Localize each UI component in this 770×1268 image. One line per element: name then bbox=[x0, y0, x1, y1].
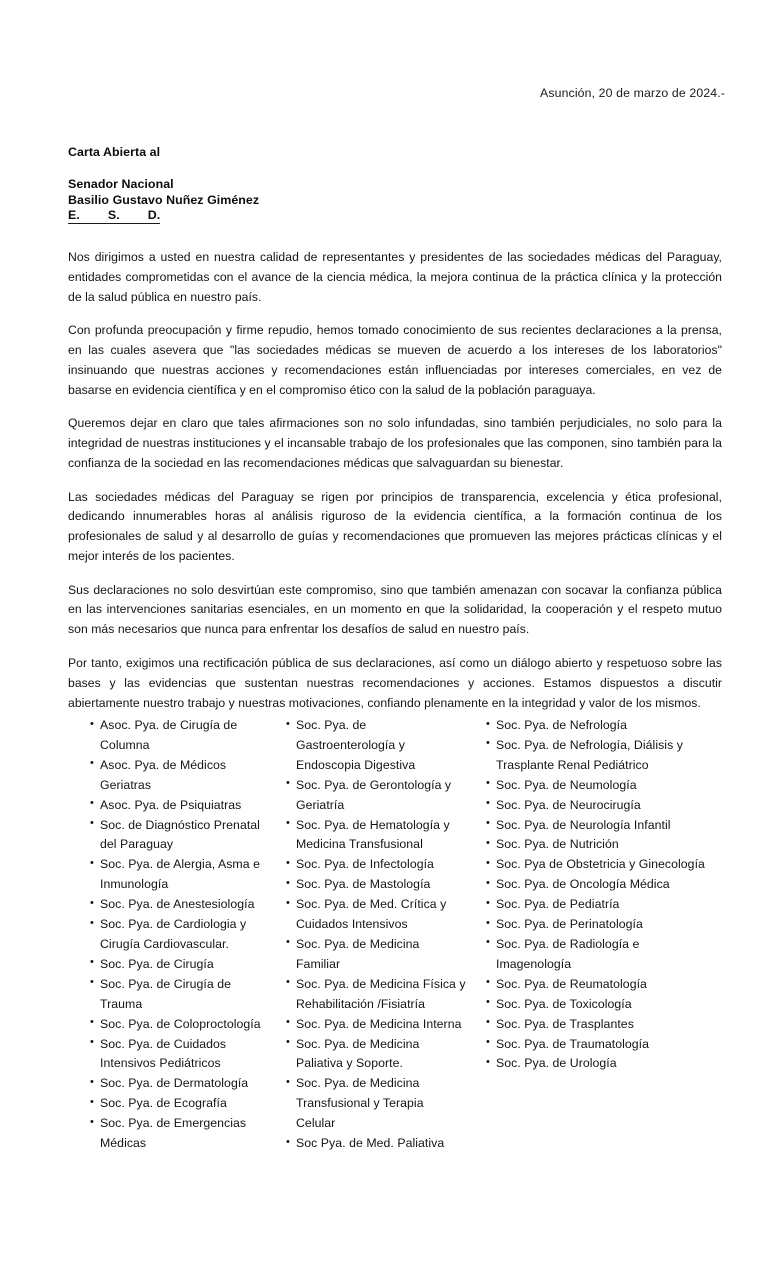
list-item: • Soc. Pya. de Reumatología bbox=[486, 975, 712, 995]
list-item: • Soc. Pya. de Traumatología bbox=[486, 1035, 712, 1055]
societies-list-column-1 bbox=[90, 716, 266, 1154]
societies-column-1 bbox=[68, 716, 266, 1154]
list-item: • Soc. Pya. de Urología bbox=[486, 1054, 712, 1074]
list-item: • Soc. Pya. de Pediatría bbox=[486, 895, 712, 915]
list-item: • Soc. Pya. de Infectología bbox=[286, 855, 466, 875]
body-paragraph: Nos dirigimos a usted en nuestra calidad de representantes y presidentes de las sociedades médicas del Paraguay, entidades comprometidas con el avance de la ciencia médica, la mejora continua de la práctica clínica y la protección de la salud pública en nuestro país. bbox=[68, 250, 722, 304]
list-item: • Soc. Pya. de Neurocirugía bbox=[486, 796, 712, 816]
list-item: • Soc. Pya. de Dermatología bbox=[90, 1074, 266, 1094]
list-item: • Soc. Pya. de Medicina Interna bbox=[286, 1015, 466, 1035]
letter-body bbox=[68, 248, 722, 713]
body-paragraph: Sus declaraciones no solo desvirtúan este compromiso, sino que también amenazan con socavar la confianza pública en las intervenciones sanitarias esenciales, en un momento en que la solidaridad, la cooperación y el respeto mutuo son más necesarios que nunca para enfrentar los desafíos de salud en nuestro país. bbox=[68, 582, 722, 637]
list-item: • Soc. Pya. de Medicina Física y Rehabilitación /Fisiatría bbox=[286, 975, 466, 1015]
list-item: • Soc. Pya. de Toxicología bbox=[486, 995, 712, 1015]
list-item: • Soc. Pya. de Radiología e Imagenología bbox=[486, 935, 712, 975]
list-item: • Soc. Pya. de Coloproctología bbox=[90, 1015, 266, 1035]
body-paragraph: Las sociedades médicas del Paraguay se rigen por principios de transparencia, excelencia y ética profesional, dedicando innumerables horas al análisis riguroso de la evidencia científica, a la formación continua de los profesionales de salud y al desarrollo de guías y recomendaciones que promueven las mejores prácticas clínicas y el mejor interés de los pacientes. bbox=[68, 489, 722, 563]
list-item: • Soc. Pya. de Mastología bbox=[286, 875, 466, 895]
signatory-societies-list bbox=[68, 716, 728, 1154]
addressee-block bbox=[68, 146, 259, 224]
list-item: • Soc. Pya. de Cirugía de Trauma bbox=[90, 975, 266, 1015]
list-item: • Soc. Pya. de Neumología bbox=[486, 776, 712, 796]
list-item: • Asoc. Pya. de Médicos Geriatras bbox=[90, 756, 266, 796]
list-item: • Soc. Pya. de Neurología Infantil bbox=[486, 816, 712, 836]
list-item: • Soc. Pya. de Ecografía bbox=[90, 1094, 266, 1114]
list-item: • Soc. Pya. de Cuidados Intensivos Pediátricos bbox=[90, 1035, 266, 1075]
list-item: • Soc. Pya. de Medicina Paliativa y Soporte. bbox=[286, 1035, 466, 1075]
list-item: • Soc. Pya. de Cirugía bbox=[90, 955, 266, 975]
list-item: • Soc. Pya. de Emergencias Médicas bbox=[90, 1114, 266, 1154]
list-item: • Soc. de Diagnóstico Prenatal del Paraguay bbox=[90, 816, 266, 856]
list-item: • Soc. Pya. de Nutrición bbox=[486, 835, 712, 855]
list-item: • Soc. Pya. de Nefrología, Diálisis y Trasplante Renal Pediátrico bbox=[486, 736, 712, 776]
body-paragraph: Con profunda preocupación y firme repudio, hemos tomado conocimiento de sus recientes declaraciones a la prensa, en las cuales asevera que "las sociedades médicas se mueven de acuerdo a los intereses de los laboratorios" insinuando que nuestras acciones y recomendaciones están influenciadas por intereses comerciales, en vez de basarse en evidencia científica y en el compromiso ético con la salud de la población paraguaya. bbox=[68, 323, 722, 397]
list-item: • Soc. Pya de Obstetricia y Ginecología bbox=[486, 855, 712, 875]
date-line: Asunción, 20 de marzo de 2024.- bbox=[540, 86, 725, 100]
societies-column-2 bbox=[266, 716, 466, 1154]
list-item: • Soc. Pya. de Nefrología bbox=[486, 716, 712, 736]
recipient-role: Senador Nacional bbox=[68, 177, 174, 192]
list-item: • Soc. Pya. de Gerontología y Geriatría bbox=[286, 776, 466, 816]
esd-abbreviation-line: E. S. D. bbox=[68, 208, 161, 223]
list-item: • Soc. Pya. de Medicina Familiar bbox=[286, 935, 466, 975]
list-item: • Soc Pya. de Med. Paliativa bbox=[286, 1134, 466, 1154]
list-item: • Soc. Pya. de Perinatología bbox=[486, 915, 712, 935]
list-item: • Soc. Pya. de Med. Crítica y Cuidados Intensivos bbox=[286, 895, 466, 935]
recipient-name: Basilio Gustavo Nuñez Giménez bbox=[68, 192, 260, 207]
salutation-line: Carta Abierta al bbox=[68, 145, 161, 159]
societies-list-column-2 bbox=[286, 716, 466, 1154]
societies-column-3 bbox=[466, 716, 712, 1074]
list-item: • Soc. Pya. de Anestesiología bbox=[90, 895, 266, 915]
list-item: • Soc. Pya. de Alergia, Asma e Inmunología bbox=[90, 855, 266, 895]
list-item: • Soc. Pya. de Gastroenterología y Endoscopia Digestiva bbox=[286, 716, 466, 776]
list-item: • Asoc. Pya. de Cirugía de Columna bbox=[90, 716, 266, 756]
list-item: • Soc. Pya. de Trasplantes bbox=[486, 1015, 712, 1035]
list-item: • Soc. Pya. de Hematología y Medicina Transfusional bbox=[286, 816, 466, 856]
list-item: • Soc. Pya. de Oncología Médica bbox=[486, 875, 712, 895]
list-item: • Soc. Pya. de Medicina Transfusional y Terapia Celular bbox=[286, 1074, 466, 1134]
list-item: • Soc. Pya. de Cardiologia y Cirugía Cardiovascular. bbox=[90, 915, 266, 955]
body-paragraph: Queremos dejar en claro que tales afirmaciones son no solo infundadas, sino también perjudiciales, no solo para la integridad de nuestras instituciones y el incansable trabajo de los profesionales que las componen, sino también para la confianza de la sociedad en las recomendaciones médicas que salvaguardan su bienestar. bbox=[68, 416, 722, 470]
societies-list-column-3 bbox=[486, 716, 712, 1074]
list-item: • Asoc. Pya. de Psiquiatras bbox=[90, 796, 266, 816]
body-paragraph: Por tanto, exigimos una rectificación pública de sus declaraciones, así como un diálogo abierto y respetuoso sobre las bases y las evidencias que sustentan nuestras recomendaciones y acciones. Estamos dispuestos a discutir abiertamente nuestro trabajo y nuestras motivaciones, confiando plenamente en la integridad y valor de los mismos. bbox=[68, 656, 722, 710]
